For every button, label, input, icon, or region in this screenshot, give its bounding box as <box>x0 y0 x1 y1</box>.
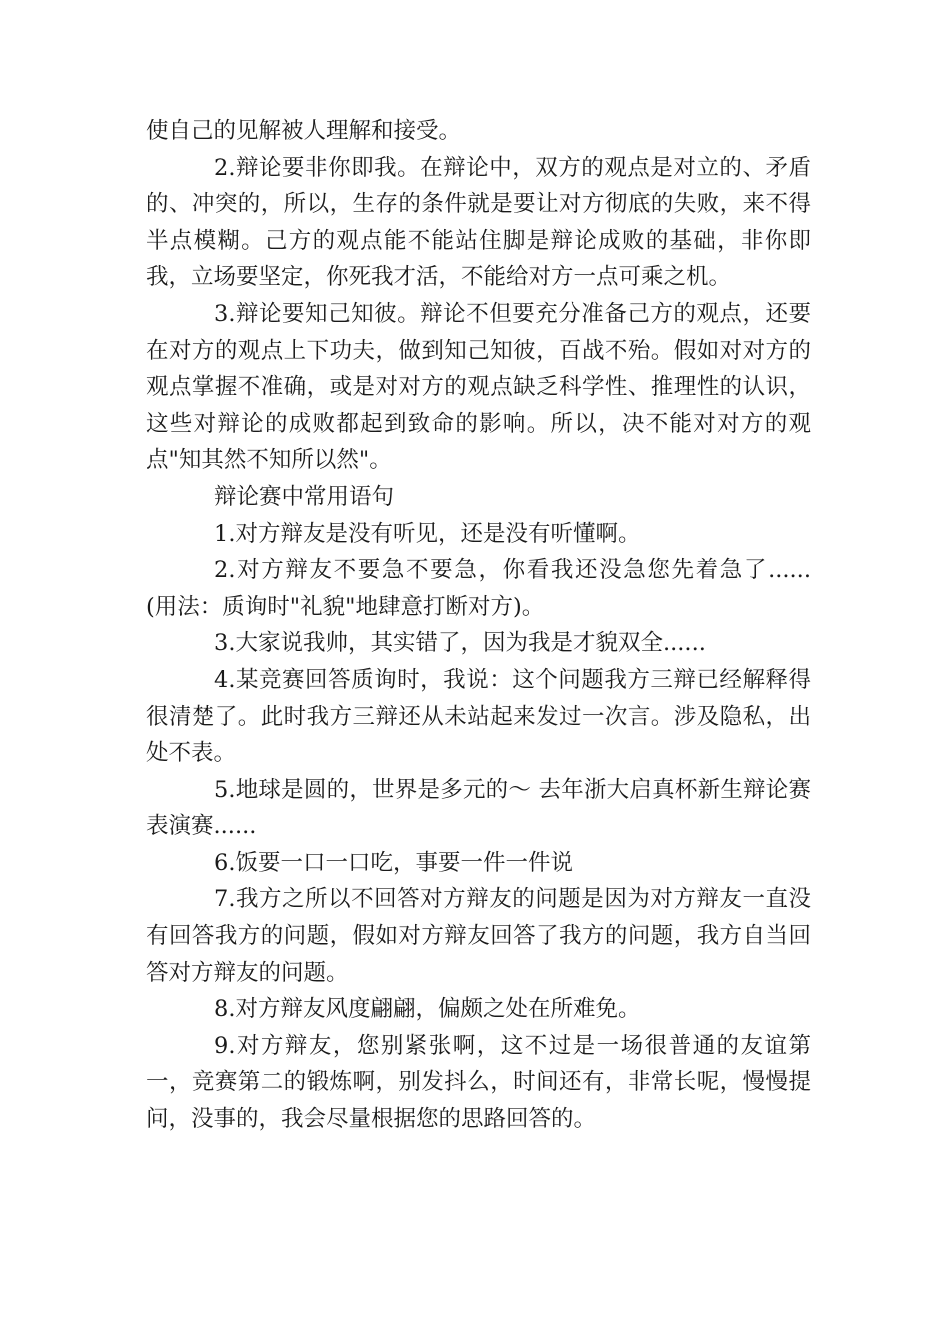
list-item-7: 7.我方之所以不回答对方辩友的问题是因为对方辩友一直没有回答我方的问题，假如对方辩友回答了我方的问题，我方自当回答对方辩友的问题。 <box>146 886 811 986</box>
list-item-9: 9.对方辩友，您别紧张啊，这不过是一场很普通的友谊第一，竞赛第二的锻炼啊，别发抖么，时间还有，非常长呢，慢慢提问，没事的，我会尽量根据您的思路回答的。 <box>146 1032 811 1133</box>
list-item-3: 3.大家说我帅，其实错了，因为我是才貌双全...... <box>214 630 706 657</box>
list-item-1: 1.对方辩友是没有听见，还是没有听懂啊。 <box>214 520 641 547</box>
paragraph-continuation: 使自己的见解被人理解和接受。 <box>146 118 462 144</box>
list-item-8: 8.对方辩友风度翩翩，偏颇之处在所难免。 <box>214 996 641 1023</box>
section-heading: 辩论赛中常用语句 <box>214 483 395 510</box>
paragraph-point-3: 3.辩论要知己知彼。辩论不但要充分准备己方的观点，还要在对方的观点上下功夫，做到知己知彼，百战不殆。假如对对方的观点掌握不准确，或是对对方的观点缺乏科学性、推理性的认识，这些对辩论的成败都起到致命的影响。所以，决不能对对方的观点"知其然不知所以然"。 <box>146 300 811 474</box>
list-item-2: 2.对方辩友不要急不要急，你看我还没急您先着急了...... (用法：质询时"礼貌"地肆意打断对方)。 <box>146 557 811 620</box>
list-item-6: 6.饭要一口一口吃，事要一件一件说 <box>214 849 573 876</box>
paragraph-point-2: 2.辩论要非你即我。在辩论中，双方的观点是对立的、矛盾的、冲突的，所以，生存的条件就是要让对方彻底的失败，来不得半点模糊。己方的观点能不能站住脚是辩论成败的基础，非你即我，立场要坚定，你死我才活，不能给对方一点可乘之机。 <box>146 154 811 291</box>
list-item-5: 5.地球是圆的，世界是多元的～ 去年浙大启真杯新生辩论赛表演赛...... <box>146 776 811 840</box>
list-item-4: 4.某竞赛回答质询时，我说：这个问题我方三辩已经解释得很清楚了。此时我方三辩还从未站起来发过一次言。涉及隐私，出处不表。 <box>146 666 811 767</box>
document-body <box>146 113 811 1138</box>
